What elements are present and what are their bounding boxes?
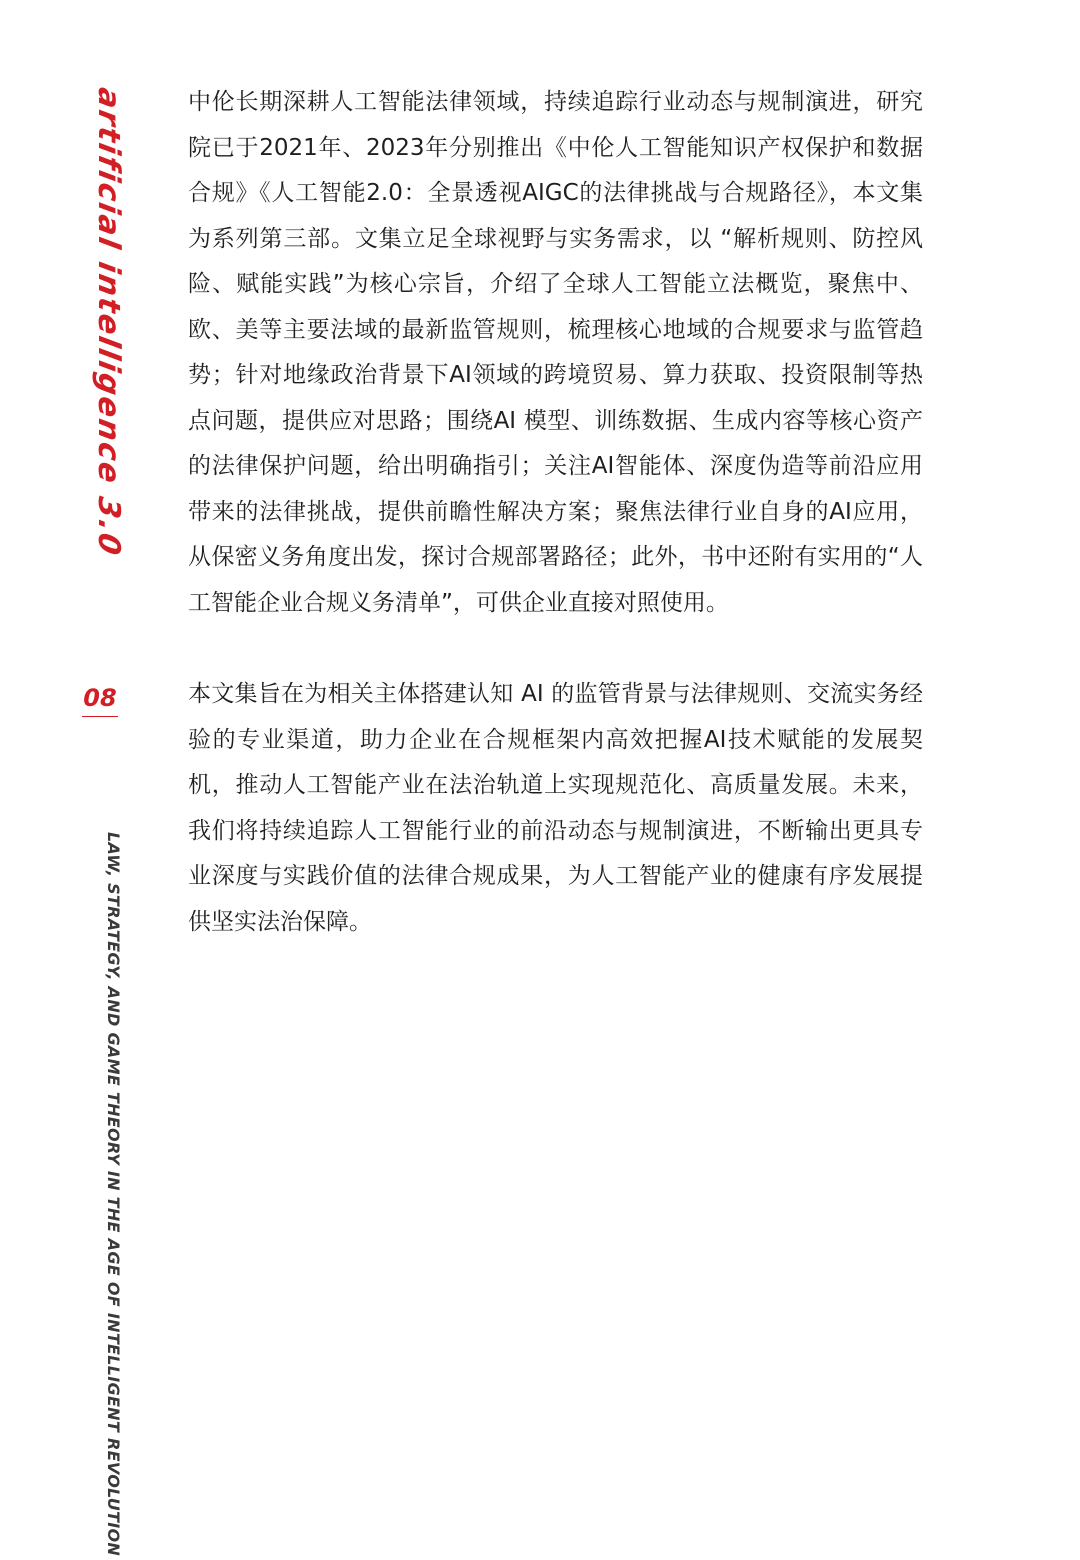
side-title: artificial intelligence 3.0 xyxy=(91,85,126,560)
main-content xyxy=(188,80,923,945)
page-number-rule xyxy=(82,716,118,717)
side-subtitle: LAW, STRATEGY, AND GAME THEORY IN THE AGE OF INTELLIGENT REVOLUTION xyxy=(104,832,123,1557)
body-paragraph-2: 本文集旨在为相关主体搭建认知 AI 的监管背景与法律规则、交流实务经验的专业渠道，助力企业在合规框架内高效把握AI技术赋能的发展契机，推动人工智能产业在法治轨道上实现规范化、高质量发展。未来，我们将持续追踪人工智能行业的前沿动态与规制演进，不断输出更具专业深度与实践价值的法律合规成果，为人工智能产业的健康有序发展提供坚实法治保障。 xyxy=(188,681,923,935)
page-number: 08 xyxy=(83,684,117,712)
body-paragraph-1: 中伦长期深耕人工智能法律领域，持续追踪行业动态与规制演进，研究院已于2021年、2023年分别推出《中伦人工智能知识产权保护和数据合规》《人工智能2.0：全景透视AIGC的法律挑战与合规路径》，本文集为系列第三部。文集立足全球视野与实务需求，以 “解析规则、防控风险、赋能实践”为核心宗旨，介绍了全球人工智能立法概览，聚焦中、欧、美等主要法域的最新监管规则，梳理核心地域的合规要求与监管趋势；针对地缘政治背景下AI领域的跨境贸易、算力获取、投资限制等热点问题，提供应对思路；围绕AI 模型、训练数据、生成内容等核心资产的法律保护问题，给出明确指引；关注AI智能体、深度伪造等前沿应用带来的法律挑战，提供前瞻性解决方案；聚焦法律行业自身的AI应用，从保密义务角度出发，探讨合规部署路径；此外，书中还附有实用的“人工智能企业合规义务清单”，可供企业直接对照使用。 xyxy=(188,89,923,616)
